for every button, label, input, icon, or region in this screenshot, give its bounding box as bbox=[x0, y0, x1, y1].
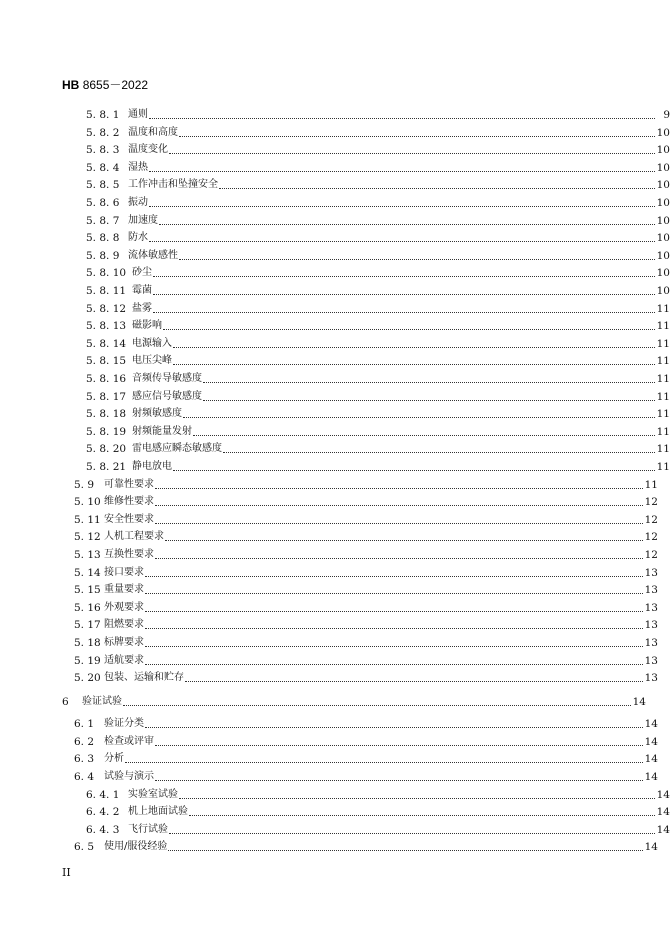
toc-entry-page: 14 bbox=[656, 806, 670, 819]
toc-entry-number: 5. 20 bbox=[74, 672, 101, 685]
toc-entry-title: 分析 bbox=[104, 753, 124, 765]
toc-entry-title: 实验室试验 bbox=[128, 788, 178, 800]
toc-entry-title: 飞行试验 bbox=[128, 823, 168, 835]
toc-leader-dots bbox=[168, 850, 643, 851]
toc-entry-number: 5. 13 bbox=[74, 549, 101, 561]
toc-entry-page: 12 bbox=[644, 513, 658, 526]
toc-leader-dots bbox=[155, 523, 643, 524]
toc-leader-dots bbox=[149, 171, 655, 172]
toc-entry-page: 11 bbox=[656, 408, 670, 421]
toc-entry-title: 振动 bbox=[128, 197, 148, 208]
toc-entry-page: 10 bbox=[656, 197, 670, 209]
toc-entry-page: 14 bbox=[644, 841, 658, 854]
toc-leader-dots bbox=[123, 705, 631, 706]
toc-entry-page: 10 bbox=[656, 179, 670, 192]
toc-entry[interactable] bbox=[0, 634, 658, 650]
toc-leader-dots bbox=[185, 681, 643, 682]
toc-leader-dots bbox=[125, 762, 643, 763]
toc-entry-title: 雷电感应瞬态敏感度 bbox=[132, 443, 222, 455]
toc-leader-dots bbox=[219, 188, 655, 189]
toc-entry-title: 电压尖峰 bbox=[132, 355, 172, 367]
toc-leader-dots bbox=[155, 558, 643, 559]
toc-entry-page: 14 bbox=[656, 788, 670, 801]
toc-entry[interactable] bbox=[0, 106, 670, 122]
toc-entry-title: 静电放电 bbox=[132, 461, 172, 472]
toc-entry-number: 5. 8. 2 bbox=[86, 126, 120, 139]
toc-leader-dots bbox=[153, 294, 655, 295]
toc-entry[interactable] bbox=[0, 229, 670, 245]
toc-entry-title: 重量要求 bbox=[104, 584, 144, 596]
toc-entry-page: 11 bbox=[656, 461, 670, 473]
toc-entry-page: 10 bbox=[656, 144, 670, 157]
toc-entry-number: 5. 8. 6 bbox=[86, 197, 120, 209]
toc-entry[interactable] bbox=[0, 564, 658, 580]
toc-entry-title: 安全性要求 bbox=[104, 513, 154, 525]
toc-entry[interactable] bbox=[0, 511, 658, 527]
toc-entry-title: 验证试验 bbox=[82, 696, 122, 708]
toc-entry-title: 包装、运输和贮存 bbox=[104, 672, 184, 684]
toc-leader-dots bbox=[203, 400, 655, 401]
toc-entry-number: 5. 18 bbox=[74, 637, 101, 649]
toc-leader-dots bbox=[183, 417, 655, 418]
toc-entry-title: 霉菌 bbox=[132, 285, 152, 296]
toc-entry-title: 感应信号敏感度 bbox=[132, 390, 202, 402]
toc-entry-page: 12 bbox=[644, 496, 658, 509]
toc-entry-number: 6. 4. 3 bbox=[86, 823, 120, 836]
toc-entry[interactable] bbox=[0, 388, 670, 404]
toc-entry[interactable] bbox=[0, 715, 658, 731]
standard-code: HB bbox=[62, 78, 80, 92]
toc-entry-number: 5. 8. 15 bbox=[86, 355, 127, 368]
toc-entry-page: 11 bbox=[644, 478, 658, 491]
toc-entry-number: 6. 5 bbox=[74, 841, 95, 854]
toc-entry-page: 13 bbox=[644, 566, 658, 579]
toc-leader-dots bbox=[189, 815, 655, 816]
toc-entry[interactable] bbox=[0, 493, 658, 509]
toc-entry-title: 适航要求 bbox=[104, 654, 144, 666]
toc-leader-dots bbox=[149, 241, 655, 242]
toc-entry[interactable] bbox=[0, 652, 658, 668]
toc-entry-page: 12 bbox=[644, 549, 658, 561]
toc-entry[interactable] bbox=[0, 405, 670, 421]
toc-leader-dots bbox=[203, 382, 655, 383]
toc-entry-title: 互换性要求 bbox=[104, 549, 154, 560]
toc-entry[interactable] bbox=[0, 335, 670, 351]
toc-entry-title: 试验与演示 bbox=[104, 771, 154, 782]
toc-entry-title: 使用/服役经验 bbox=[104, 841, 168, 853]
toc-entry-page: 13 bbox=[644, 619, 658, 632]
toc-leader-dots bbox=[155, 745, 643, 746]
toc-entry-page: 11 bbox=[656, 355, 670, 368]
toc-entry-page: 13 bbox=[644, 637, 658, 649]
toc-entry-title: 射频能量发射 bbox=[132, 425, 192, 437]
toc-entry[interactable] bbox=[0, 546, 658, 562]
toc-leader-dots bbox=[179, 259, 655, 260]
toc-entry-page: 10 bbox=[656, 214, 670, 227]
toc-entry[interactable] bbox=[0, 159, 670, 175]
toc-entry-page: 14 bbox=[644, 753, 658, 766]
toc-entry[interactable] bbox=[0, 440, 670, 456]
toc-entry[interactable] bbox=[0, 803, 670, 819]
toc-leader-dots bbox=[155, 780, 643, 781]
toc-entry-title: 砂尘 bbox=[132, 267, 152, 279]
toc-entry-title: 加速度 bbox=[128, 214, 158, 226]
toc-entry-number: 5. 19 bbox=[74, 654, 101, 667]
toc-entry-page: 14 bbox=[644, 735, 658, 748]
toc-entry-page: 14 bbox=[656, 823, 670, 836]
toc-entry[interactable] bbox=[0, 616, 658, 632]
toc-entry-title: 流体敏感性 bbox=[128, 249, 178, 261]
toc-leader-dots bbox=[163, 329, 655, 330]
toc-leader-dots bbox=[149, 118, 655, 119]
toc-entry[interactable] bbox=[0, 693, 646, 709]
toc-entry-title: 验证分类 bbox=[104, 718, 144, 730]
toc-entry-page: 9 bbox=[663, 109, 670, 121]
toc-entry-title: 通则 bbox=[128, 109, 148, 120]
toc-entry-number: 6. 4 bbox=[74, 771, 95, 783]
toc-entry-number: 5. 8. 3 bbox=[86, 144, 120, 157]
toc-entry-number: 5. 10 bbox=[74, 496, 101, 509]
toc-entry-number: 5. 8. 1 bbox=[86, 109, 120, 121]
toc-entry-number: 5. 8. 12 bbox=[86, 302, 127, 315]
toc-entry-title: 防水 bbox=[128, 232, 148, 244]
toc-entry[interactable] bbox=[0, 212, 670, 228]
toc-entry-number: 6. 4. 2 bbox=[86, 806, 120, 819]
toc-entry-number: 5. 8. 8 bbox=[86, 232, 120, 245]
toc-entry-page: 11 bbox=[656, 302, 670, 315]
page-number-footer: II bbox=[62, 866, 71, 879]
toc-entry-number: 5. 8. 19 bbox=[86, 425, 127, 438]
toc-leader-dots bbox=[155, 505, 643, 506]
toc-entry-page: 13 bbox=[644, 672, 658, 685]
toc-entry-number: 5. 14 bbox=[74, 566, 101, 579]
toc-entry-number: 5. 8. 11 bbox=[86, 285, 127, 297]
toc-entry-title: 磁影响 bbox=[132, 320, 162, 332]
toc-entry-title: 人机工程要求 bbox=[104, 531, 164, 543]
toc-entry[interactable] bbox=[0, 300, 670, 316]
toc-entry-page: 11 bbox=[656, 337, 670, 350]
toc-entry-title: 可靠性要求 bbox=[104, 478, 154, 490]
toc-entry-page: 14 bbox=[644, 718, 658, 731]
toc-entry-page: 14 bbox=[632, 696, 646, 709]
toc-entry-title: 温度和高度 bbox=[128, 126, 178, 138]
toc-entry-number: 5. 16 bbox=[74, 601, 101, 614]
toc-entry-number: 5. 8. 16 bbox=[86, 373, 127, 385]
toc-entry[interactable] bbox=[0, 768, 658, 784]
toc-entry-page: 14 bbox=[644, 771, 658, 783]
toc-entry-number: 5. 15 bbox=[74, 584, 101, 597]
toc-entry-number: 5. 8. 4 bbox=[86, 161, 120, 174]
toc-leader-dots bbox=[145, 576, 643, 577]
toc-entry-page: 11 bbox=[656, 390, 670, 403]
toc-entry-number: 5. 8. 14 bbox=[86, 337, 127, 350]
toc-entry-title: 湿热 bbox=[128, 161, 148, 173]
toc-entry-page: 12 bbox=[644, 531, 658, 544]
toc-entry-page: 10 bbox=[656, 126, 670, 139]
toc-entry-page: 10 bbox=[656, 161, 670, 174]
toc-entry-page: 13 bbox=[644, 601, 658, 614]
toc-entry-number: 6. 1 bbox=[74, 718, 95, 731]
toc-entry[interactable] bbox=[0, 124, 670, 140]
toc-entry[interactable] bbox=[0, 194, 670, 210]
toc-entry-number: 5. 8. 9 bbox=[86, 249, 120, 262]
toc-entry-title: 接口要求 bbox=[104, 566, 144, 578]
toc-entry[interactable] bbox=[0, 423, 670, 439]
toc-entry[interactable] bbox=[0, 264, 670, 280]
toc-entry-title: 盐雾 bbox=[132, 302, 152, 314]
toc-entry[interactable] bbox=[0, 733, 658, 749]
toc-entry[interactable] bbox=[0, 352, 670, 368]
toc-leader-dots bbox=[169, 833, 655, 834]
toc-entry[interactable] bbox=[0, 370, 670, 386]
toc-entry-title: 外观要求 bbox=[104, 601, 144, 613]
toc-leader-dots bbox=[179, 798, 655, 799]
toc-entry-page: 11 bbox=[656, 425, 670, 438]
toc-entry[interactable] bbox=[0, 581, 658, 597]
toc-entry-number: 5. 17 bbox=[74, 619, 101, 632]
toc-entry-title: 维修性要求 bbox=[104, 496, 154, 508]
toc-entry-number: 5. 8. 13 bbox=[86, 320, 127, 333]
toc-entry-number: 5. 12 bbox=[74, 531, 101, 544]
toc-entry[interactable] bbox=[0, 282, 670, 298]
toc-entry[interactable] bbox=[0, 476, 658, 492]
toc-entry-page: 10 bbox=[656, 267, 670, 280]
toc-entry[interactable] bbox=[0, 458, 670, 474]
toc-entry-number: 5. 9 bbox=[74, 478, 95, 491]
toc-leader-dots bbox=[153, 276, 655, 277]
toc-leader-dots bbox=[155, 488, 643, 489]
toc-entry-title: 检查或评审 bbox=[104, 735, 154, 747]
toc-entry-number: 5. 8. 17 bbox=[86, 390, 127, 403]
standard-number: 8655－2022 bbox=[82, 78, 149, 92]
toc-leader-dots bbox=[165, 540, 643, 541]
toc-entry-number: 6. 2 bbox=[74, 735, 95, 748]
toc-leader-dots bbox=[145, 611, 643, 612]
toc-entry-number: 5. 8. 7 bbox=[86, 214, 120, 227]
toc-entry-number: 5. 11 bbox=[74, 513, 101, 526]
toc-entry-title: 机上地面试验 bbox=[128, 806, 188, 818]
toc-leader-dots bbox=[145, 628, 643, 629]
toc-entry-title: 射频敏感度 bbox=[132, 408, 182, 420]
toc-entry-number: 5. 8. 21 bbox=[86, 461, 127, 473]
toc-entry[interactable] bbox=[0, 176, 670, 192]
toc-entry-title: 阻燃要求 bbox=[104, 619, 144, 631]
toc-entry-page: 11 bbox=[656, 373, 670, 385]
toc-leader-dots bbox=[173, 364, 655, 365]
toc-leader-dots bbox=[193, 435, 655, 436]
toc-entry-number: 5. 8. 20 bbox=[86, 443, 127, 456]
toc-leader-dots bbox=[145, 593, 643, 594]
toc-leader-dots bbox=[223, 452, 655, 453]
toc-entry[interactable] bbox=[0, 669, 658, 685]
toc-entry-page: 11 bbox=[656, 443, 670, 456]
toc-entry[interactable] bbox=[0, 528, 658, 544]
toc-entry-number: 5. 8. 10 bbox=[86, 267, 127, 280]
toc-leader-dots bbox=[159, 224, 655, 225]
toc-leader-dots bbox=[179, 136, 655, 137]
toc-entry[interactable] bbox=[0, 838, 658, 854]
toc-entry-page: 10 bbox=[656, 249, 670, 262]
toc-leader-dots bbox=[169, 153, 655, 154]
toc-entry-page: 13 bbox=[644, 584, 658, 597]
toc-entry[interactable] bbox=[0, 599, 658, 615]
toc-entry-number: 6. 3 bbox=[74, 753, 95, 766]
toc-leader-dots bbox=[149, 206, 655, 207]
toc-entry[interactable] bbox=[0, 141, 670, 157]
toc-entry-title: 工作冲击和坠撞安全 bbox=[128, 179, 218, 191]
toc-leader-dots bbox=[145, 727, 643, 728]
toc-entry[interactable] bbox=[0, 821, 670, 837]
toc-entry-title: 音频传导敏感度 bbox=[132, 373, 202, 384]
toc-entry-page: 10 bbox=[656, 232, 670, 245]
toc-entry-title: 标牌要求 bbox=[104, 637, 144, 648]
toc-leader-dots bbox=[153, 312, 655, 313]
toc-entry-title: 电源输入 bbox=[132, 337, 172, 349]
toc-leader-dots bbox=[173, 470, 655, 471]
toc-entry[interactable] bbox=[0, 786, 670, 802]
toc-entry[interactable] bbox=[0, 750, 658, 766]
toc-entry-number: 5. 8. 18 bbox=[86, 408, 127, 421]
toc-leader-dots bbox=[173, 347, 655, 348]
toc-entry-title: 温度变化 bbox=[128, 144, 168, 156]
toc-entry-number: 6. 4. 1 bbox=[86, 788, 120, 801]
toc-entry-page: 10 bbox=[656, 285, 670, 297]
toc-leader-dots bbox=[145, 664, 643, 665]
toc-entry-page: 11 bbox=[656, 320, 670, 333]
toc-entry-number: 6 bbox=[62, 696, 69, 709]
toc-entry-number: 5. 8. 5 bbox=[86, 179, 120, 192]
toc-entry[interactable] bbox=[0, 247, 670, 263]
toc-entry-page: 13 bbox=[644, 654, 658, 667]
toc-leader-dots bbox=[145, 646, 643, 647]
toc-entry[interactable] bbox=[0, 317, 670, 333]
